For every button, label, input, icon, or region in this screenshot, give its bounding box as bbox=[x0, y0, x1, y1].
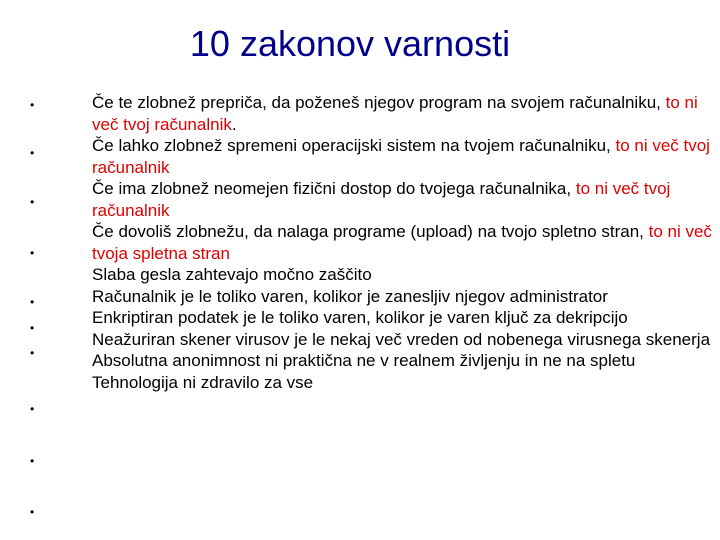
law-2 bbox=[92, 135, 712, 178]
law-text: Enkriptiran podatek je le toliko varen, kolikor je varen ključ za dekripcijo bbox=[92, 308, 628, 327]
law-text: Če ima zlobnež neomejen fizični dostop do tvojega računalnika, bbox=[92, 179, 576, 198]
law-text: Absolutna anonimnost ni praktična ne v realnem življenju in ne na spletu bbox=[92, 351, 636, 370]
bullet-icon: • bbox=[30, 505, 35, 519]
law-text: Neažuriran skener virusov je le nekaj več vreden od nobenega virusnega skenerja bbox=[92, 329, 711, 349]
law-text: Če te zlobnež prepriča, da poženeš njegov program na svojem računalniku, bbox=[92, 93, 666, 112]
law-7 bbox=[92, 307, 712, 329]
bullet-icon: • bbox=[30, 454, 35, 468]
bullet-icon: • bbox=[30, 146, 35, 160]
law-text: Računalnik je le toliko varen, kolikor je zanesljiv njegov administrator bbox=[92, 286, 608, 306]
bullet-icon: • bbox=[30, 195, 35, 209]
bullet-column bbox=[0, 0, 80, 540]
bullet-icon: • bbox=[30, 321, 35, 335]
law-6 bbox=[92, 286, 712, 308]
law-3 bbox=[92, 178, 712, 221]
law-text: Tehnologija ni zdravilo za vse bbox=[92, 372, 314, 392]
law-highlight: to ni več tvoj računalnik bbox=[92, 136, 710, 177]
laws-list bbox=[92, 92, 712, 393]
slide-title: 10 zakonov varnosti bbox=[189, 23, 511, 64]
law-4 bbox=[92, 221, 712, 264]
law-10 bbox=[92, 372, 712, 394]
law-1 bbox=[92, 92, 712, 135]
law-highlight: to ni več tvoja spletna stran bbox=[92, 222, 712, 263]
law-text: Če dovoliš zlobnežu, da nalaga programe (upload) na tvojo spletno stran, bbox=[92, 222, 649, 241]
law-9 bbox=[92, 350, 712, 372]
bullet-icon: • bbox=[30, 246, 35, 260]
law-text: Slaba gesla zahtevajo močno zaščito bbox=[92, 265, 372, 284]
law-8 bbox=[92, 329, 712, 351]
bullet-icon: • bbox=[30, 346, 35, 360]
law-text: Če lahko zlobnež spremeni operacijski sistem na tvojem računalniku, bbox=[92, 136, 616, 155]
law-highlight: to ni več tvoj računalnik bbox=[92, 179, 671, 220]
bullet-icon: • bbox=[30, 295, 35, 309]
bullet-icon: • bbox=[30, 402, 35, 416]
law-5 bbox=[92, 264, 712, 286]
law-tail: . bbox=[231, 114, 237, 134]
bullet-icon: • bbox=[30, 98, 35, 112]
law-highlight: to ni več tvoj računalnik bbox=[92, 93, 698, 134]
